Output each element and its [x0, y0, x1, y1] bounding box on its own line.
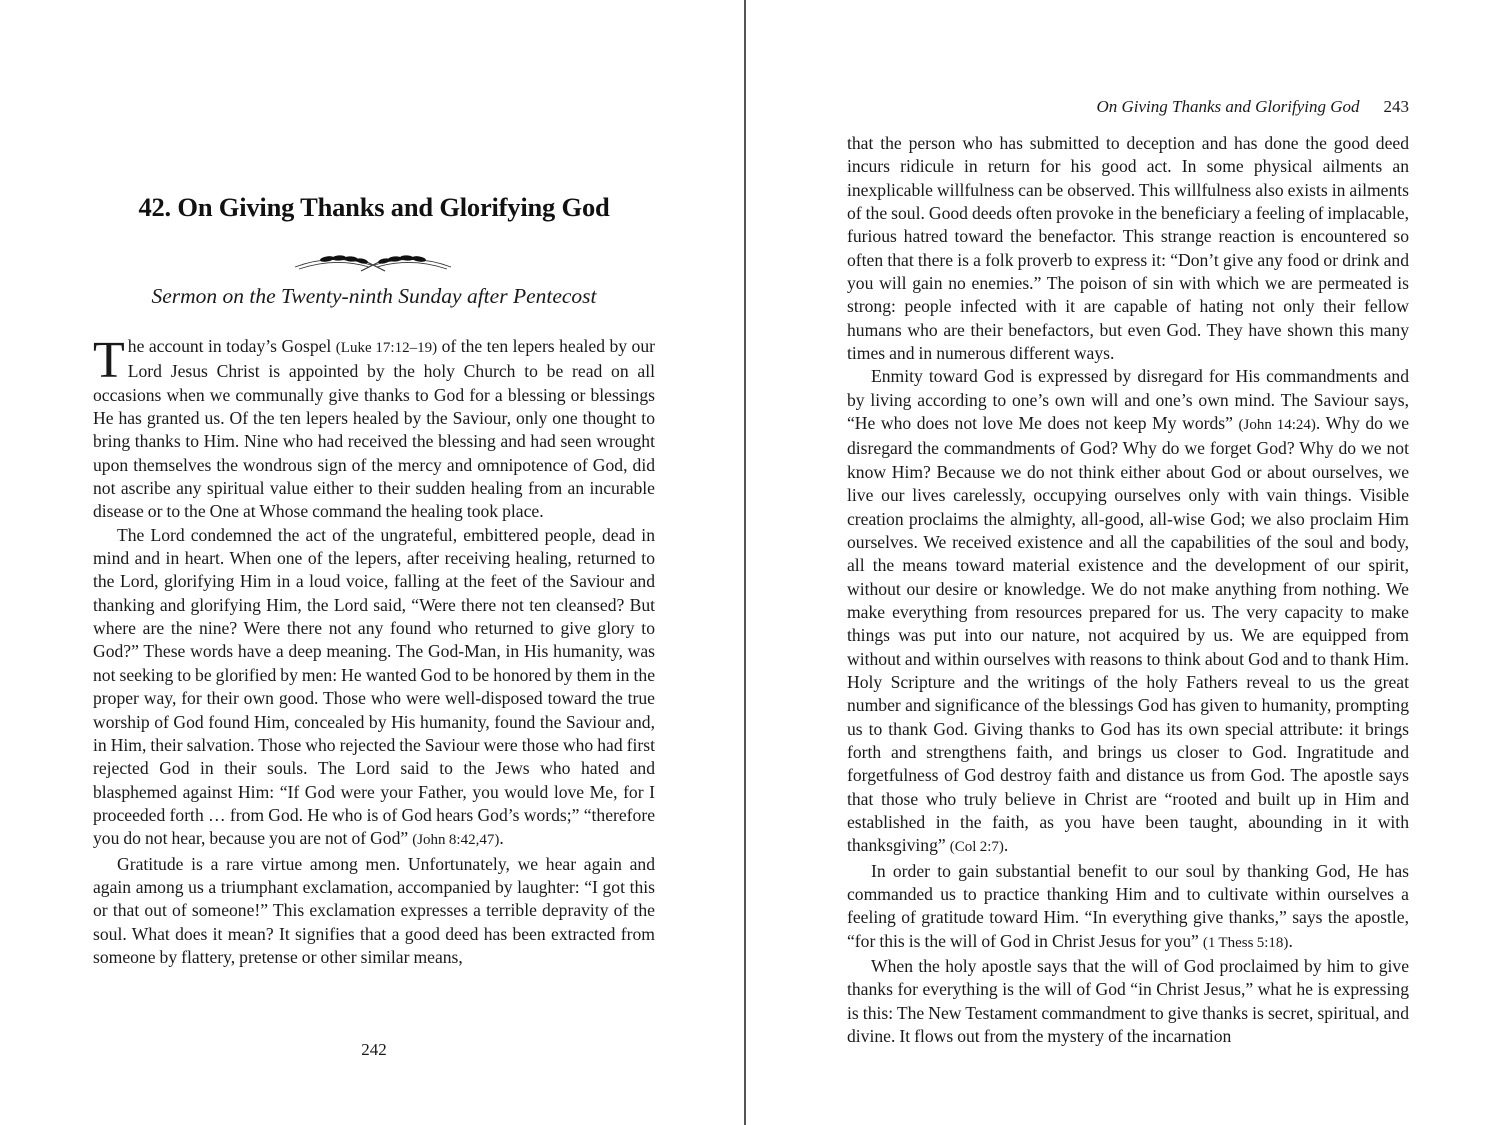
- paragraph: The Lord condemned the act of the ungrateful, embittered people, dead in mind and in heart. When one of the lepers, after receiving healing, returned to the Lord, glorifying Him in a loud voice, falling at the feet of the Saviour and thanking and glorifying Him, the Lord said, “Were there not ten cleansed? But where are the nine? Were there not any found who returned to give glory to God?” These words have a deep meaning. The God-Man, in His humanity, was not seeking to be glorified by men: He wanted God to be honored by them in the proper way, for their own good. Those who were well-disposed toward the true worship of God found Him, concealed by His humanity, found the Saviour and, in Him, their salvation. Those who rejected the Saviour were those who had first rejected God in their souls. The Lord said to the Jews who hated and blasphemed against Him: “If God were your Father, you would love Me, for I proceeded forth … from God. He who is of God hears God’s words;” “therefore you do not hear, because you are not of God” (John 8:42,47).: [93, 524, 655, 849]
- scripture-reference: (Col 2:7): [949, 839, 1004, 856]
- drop-cap: T: [93, 332, 125, 389]
- chapter-title: 42. On Giving Thanks and Glorifying God: [138, 192, 610, 222]
- scripture-reference: (John 8:42,47): [412, 832, 500, 849]
- paragraph: Gratitude is a rare virtue among men. Unfortunately, we hear again and again among us a triumphant exclamation, accompanied by laughter: “I got this or that out of someone!” This exclamation expresses a terrible depravity of the soul. What does it mean? It signifies that a good deed has been extracted from someone by flattery, pretense or other similar means,: [93, 853, 655, 967]
- scripture-reference: (1 Thess 5:18): [1202, 934, 1289, 951]
- page-number: 243: [1383, 97, 1409, 116]
- wheat-ornament-icon: [293, 247, 453, 273]
- paragraph: When the holy apostle says that the will of God proclaimed by him to give thanks for everything is the will of God “in Christ Jesus,” what he is expressing is this: The New Testament commandment to give thanks is secret, spiritual, and divine. It flows out from the mystery of the incarnation: [847, 956, 1409, 1047]
- paragraph: that the person who has submitted to deception and has done the good deed incurs ridicule in return for his good act. In some physical ailments an inexplicable willfulness can be observed. This willfulness also exists in ailments of the soul. Good deeds often provoke in the beneficiary a feeling of implacable, furious hatred toward the benefactor. This strange reaction is encountered so often that there is a folk proverb to express it: “Don’t give any food or drink and you will gain no enemies.” The poison of sin with which we are permeated is strong: people infected with it are capable of hating not only their fellow humans who are their benefactors, but even God. They have shown this many times and in numerous different ways.: [847, 133, 1410, 364]
- right-body-text: [847, 132, 1409, 1048]
- scripture-reference: (Luke 17:12–19): [335, 340, 438, 356]
- paragraph: The account in today’s Gospel (Luke 17:12–19) of the ten lepers healed by our Lord Jesus Christ is appointed by the holy Church to be read on all occasions when we communally give thanks to God for a blessing or blessings He has granted us. Of the ten lepers healed by the Saviour, only one thought to bring thanks to Him. Nine who had received the blessing and had seen wrought upon themselves the wondrous sign of the mercy and omnipotence of God, did not ascribe any spiritual value either to their sudden healing from an incurable disease or to the One at Whose command the healing took place.: [93, 332, 656, 522]
- scripture-reference: (John 14:24): [1238, 417, 1316, 434]
- left-body-text: [93, 332, 656, 969]
- left-page: [0, 0, 744, 1125]
- running-head-title: On Giving Thanks and Glorifying God: [1096, 97, 1360, 116]
- chapter-subtitle: Sermon on the Twenty-ninth Sunday after Pentecost: [151, 284, 597, 308]
- paragraph: In order to gain substantial benefit to our soul by thanking God, He has commanded us to practice thanking Him and to cultivate within ourselves a feeling of gratitude toward Him. “In everything give thanks,” says the apostle, “for this is the will of God in Christ Jesus for you” (1 Thess 5:18).: [847, 860, 1409, 951]
- running-head: [847, 97, 1409, 117]
- page-number: 242: [361, 1040, 387, 1059]
- right-page: [746, 0, 1500, 1125]
- paragraph: Enmity toward God is expressed by disregard for His commandments and by living according to one’s own will and one’s own mind. The Saviour says, “He who does not love Me does not keep My words” (John 14:24). Why do we disregard the commandments of God? Why do we forget God? Why do we not know Him? Because we do not think either about God or about ourselves, we live our lives carelessly, occupying ourselves only with vain things. Visible creation proclaims the almighty, all-good, all-wise God; we also proclaim Him ourselves. We received existence and all the capabilities of the soul and body, all the means toward material existence and the development of our spirit, without our desire or knowledge. We do not make anything from nothing. We make everything from resources prepared for us. The very capacity to make things was put into our nature, not acquired by us. We are equipped from without and within ourselves with reasons to think about God and to thank Him. Holy Scripture and the writings of the holy Fathers reveal to us the great number and significance of the blessings God has given to humanity, prompting us to thank God. Giving thanks to God has its own special attribute: it brings forth and strengthens faith, and brings us closer to God. Ingratitude and forgetfulness of God destroy faith and distance us from God. The apostle says that those who truly believe in Christ are “rooted and built up in Him and established in the faith, as you have been taught, abounding in it with thanksgiving” (Col 2:7).: [847, 366, 1409, 856]
